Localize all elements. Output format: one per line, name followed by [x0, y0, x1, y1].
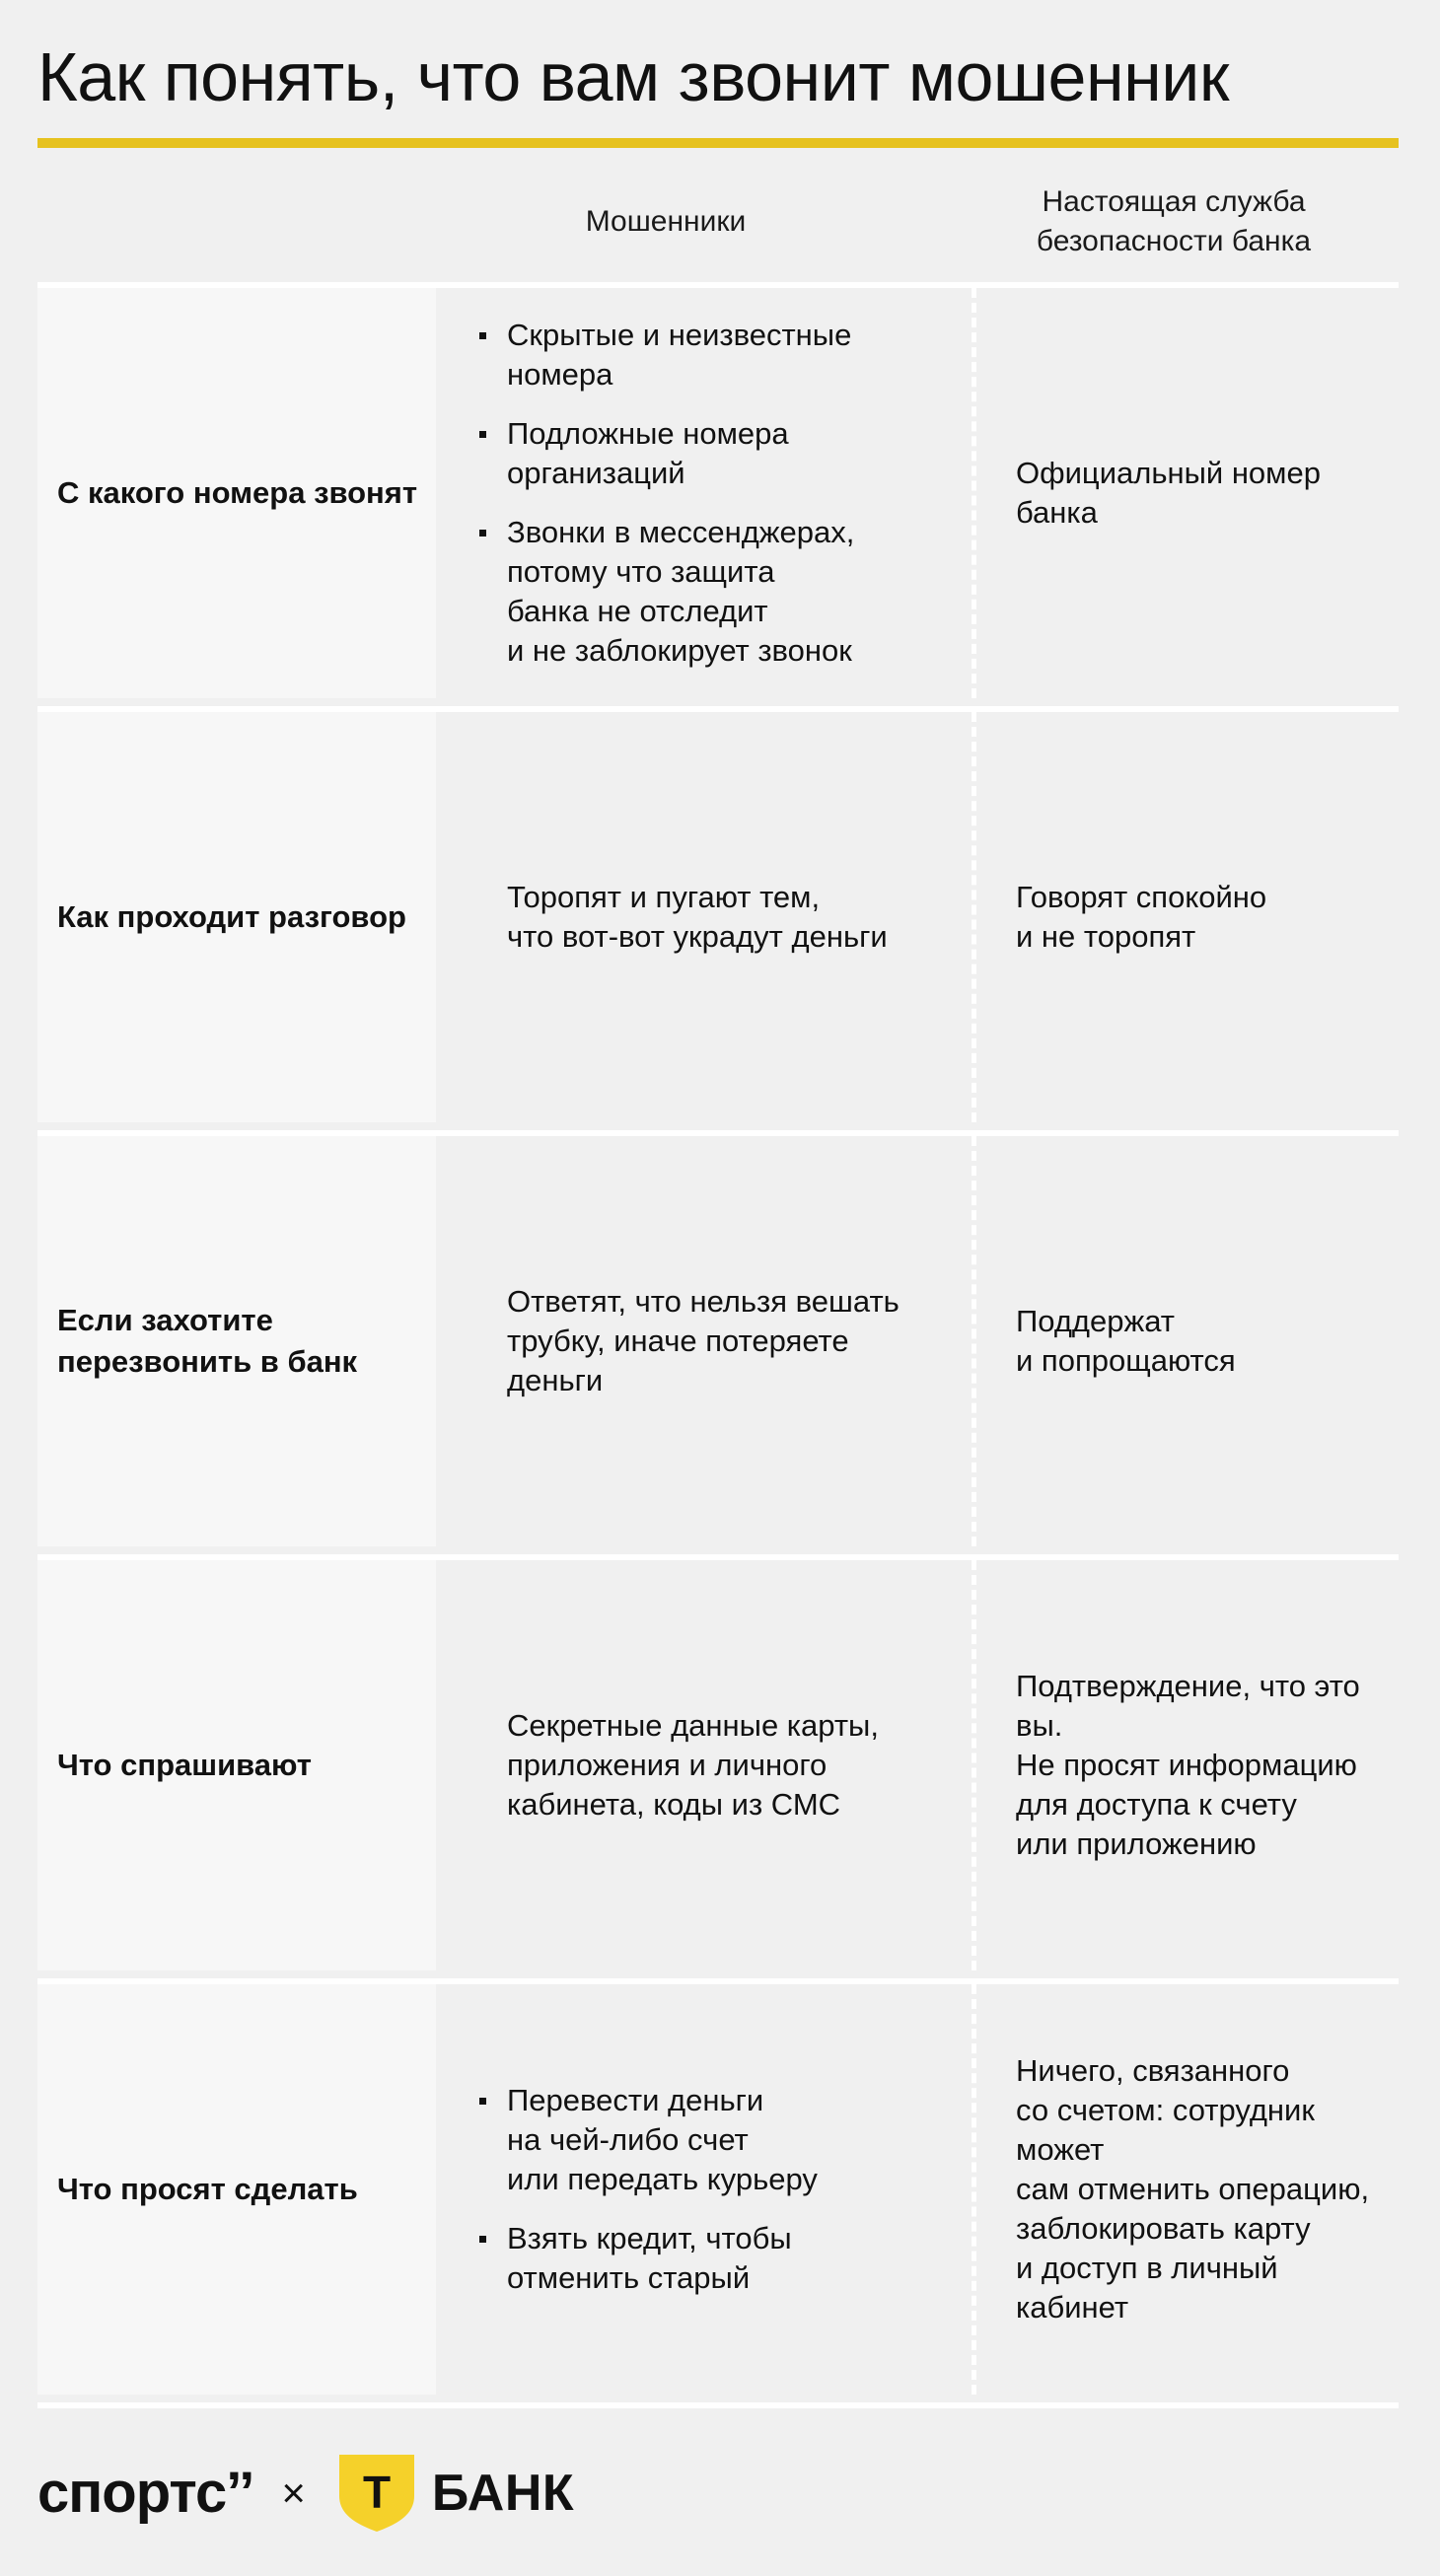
column-header-bank-security: Настоящая служба безопасности банка: [1036, 185, 1312, 257]
table-row: [37, 706, 1399, 1122]
bank-cell: [976, 1984, 1399, 2395]
table-bottom-divider: [37, 2402, 1399, 2408]
fraud-bullet-list: [507, 316, 854, 671]
list-item: Звонки в мессенджерах, потому что защита банка не отследит и не заблокирует звонок: [507, 513, 854, 671]
tbank-logo-text: БАНК: [431, 2465, 575, 2522]
bank-text: Подтверждение, что это вы. Не просят информацию для доступа к счету или приложению: [1016, 1669, 1360, 1861]
tbank-shield-letter: Т: [362, 2467, 391, 2518]
bank-text: Ничего, связанного со счетом: сотрудник может сам отменить операцию, заблокировать карту и доступ в личный кабинет: [1016, 2053, 1370, 2325]
table-row: [37, 1130, 1399, 1546]
fraud-cell: [436, 1984, 976, 2395]
bank-cell: [976, 1560, 1399, 1970]
bank-cell: [976, 712, 1399, 1122]
row-label: Что спрашивают: [37, 1560, 436, 1970]
fraud-cell: [436, 1560, 976, 1970]
tbank-shield-icon: [335, 2451, 418, 2536]
fraud-text: Ответят, что нельзя вешать трубку, иначе потеряете деньги: [507, 1284, 900, 1397]
table-row: [37, 1554, 1399, 1970]
list-item: Подложные номера организаций: [507, 414, 854, 493]
list-item: Перевести деньги на чей-либо счет или передать курьеру: [507, 2081, 818, 2199]
row-label: Как проходит разговор: [37, 712, 436, 1122]
bank-cell: [976, 1136, 1399, 1546]
column-header-fraudsters: Мошенники: [585, 205, 747, 238]
list-item: Скрытые и неизвестные номера: [507, 316, 854, 394]
page-title: Как понять, что вам звонит мошенник: [37, 38, 1230, 115]
separator-symbol: ×: [281, 2469, 306, 2516]
fraud-text: Секретные данные карты, приложения и личного кабинета, коды из СМС: [507, 1708, 879, 1822]
table-row: [37, 1978, 1399, 2395]
bank-cell: [976, 288, 1399, 698]
footer-logos: [37, 2454, 574, 2533]
fraud-cell: [436, 1136, 976, 1546]
fraud-bullet-list: [507, 2081, 818, 2298]
title-underline: [37, 138, 1399, 148]
table-row: [37, 282, 1399, 698]
row-label: Если захотите перезвонить в банк: [37, 1136, 436, 1546]
row-label: С какого номера звонят: [37, 288, 436, 698]
list-item: Взять кредит, чтобы отменить старый: [507, 2219, 818, 2298]
bank-text: Официальный номер банка: [1016, 456, 1321, 530]
bank-text: Говорят спокойно и не торопят: [1016, 880, 1267, 954]
bank-text: Поддержат и попрощаются: [1016, 1304, 1236, 1378]
sports-logo: спортс’’: [37, 2461, 254, 2525]
fraud-cell: [436, 712, 976, 1122]
fraud-cell: [436, 288, 976, 698]
fraud-text: Торопят и пугают тем, что вот-вот украдут деньги: [507, 880, 888, 954]
row-label: Что просят сделать: [37, 1984, 436, 2395]
